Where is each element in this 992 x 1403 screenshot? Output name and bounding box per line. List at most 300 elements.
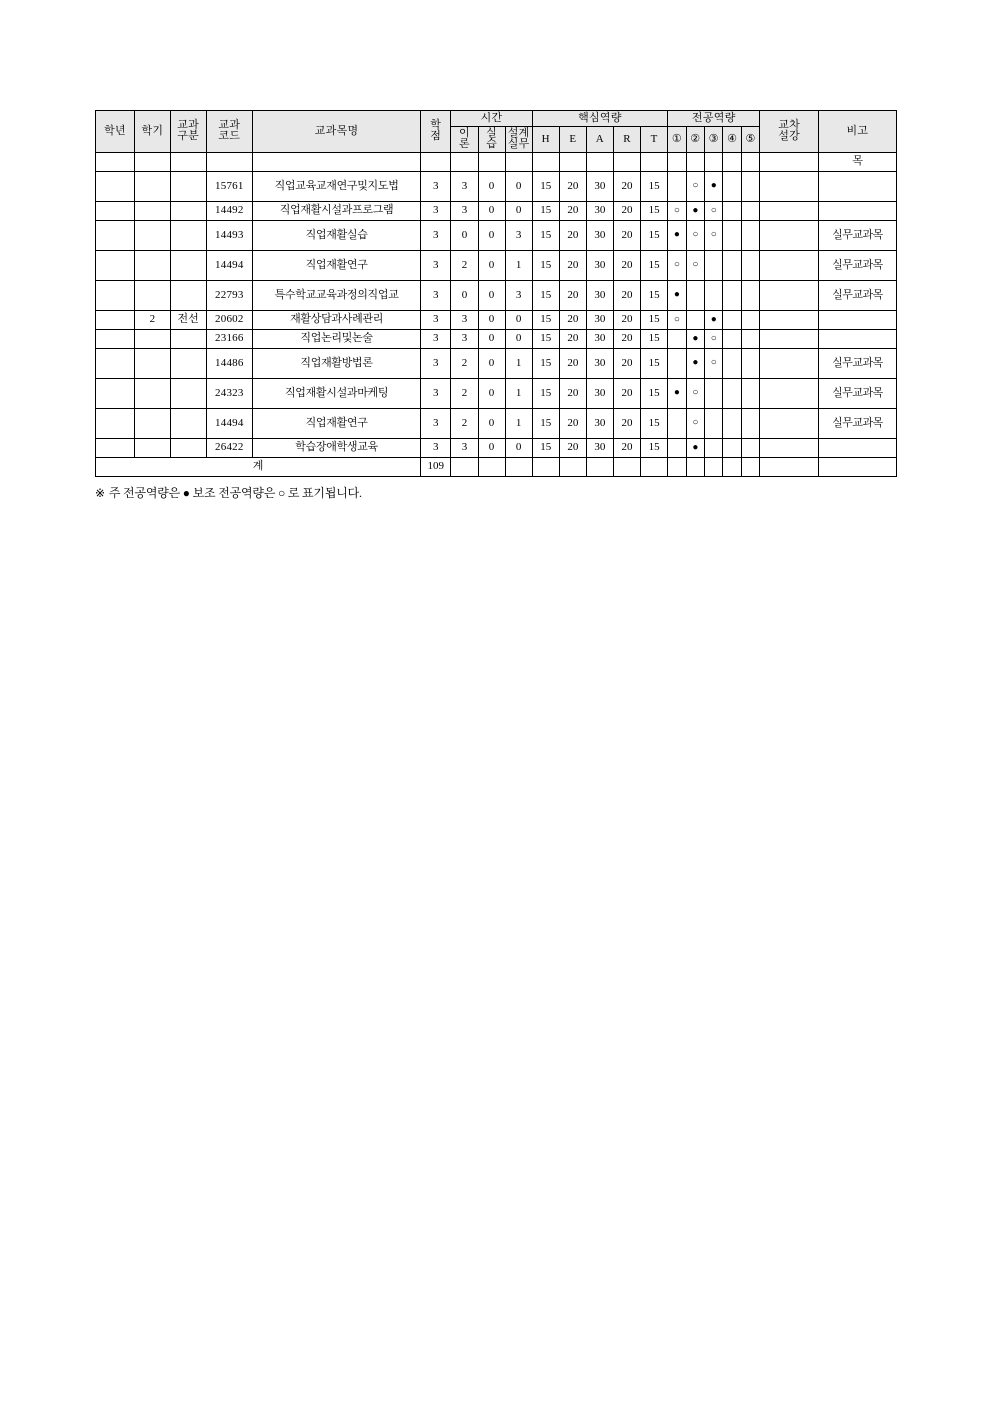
cell-core-t: 15 (641, 201, 668, 220)
cell-core-t: 15 (641, 310, 668, 329)
cell-core-t: 15 (641, 171, 668, 201)
cell-subject-name: 직업재활시설과프로그램 (253, 201, 421, 220)
cell-major-5 (741, 201, 759, 220)
cell-practice: 0 (478, 201, 505, 220)
cell-major-3: ● (705, 310, 723, 329)
cell-major-5 (741, 280, 759, 310)
cell-core-r: 20 (613, 408, 640, 438)
cell-theory: 2 (451, 378, 478, 408)
cell-division (170, 250, 206, 280)
cell-cross-offering (760, 250, 819, 280)
cell-division (170, 152, 206, 171)
cell-core-h: 15 (532, 378, 559, 408)
cell-core-h: 15 (532, 310, 559, 329)
cell-major-2: ○ (686, 171, 704, 201)
header-cross-line1: 교차 (778, 118, 801, 131)
cell-major-2 (686, 280, 704, 310)
table-row (96, 250, 897, 280)
cell-core-r: 20 (613, 378, 640, 408)
cell-design: 0 (505, 171, 532, 201)
total-label: 계 (96, 457, 421, 476)
cell-credit: 3 (421, 348, 451, 378)
cell-division (170, 201, 206, 220)
cell-theory: 3 (451, 310, 478, 329)
cell-credit: 3 (421, 250, 451, 280)
header-core-t: T (641, 126, 668, 152)
cell-major-1: ○ (668, 310, 686, 329)
cell-semester: 2 (135, 310, 171, 329)
total-blank-8 (641, 457, 668, 476)
cell-subject-name: 직업재활시설과마케팅 (253, 378, 421, 408)
table-body (96, 152, 897, 457)
cell-major-5 (741, 171, 759, 201)
cell-major-4 (723, 408, 741, 438)
total-blank-14 (760, 457, 819, 476)
cell-core-e: 20 (559, 250, 586, 280)
cell-core-a: 30 (586, 171, 613, 201)
cell-division (170, 329, 206, 348)
cell-major-1 (668, 329, 686, 348)
cell-practice: 0 (478, 310, 505, 329)
cell-major-4 (723, 250, 741, 280)
cell-credit: 3 (421, 201, 451, 220)
cell-major-4 (723, 220, 741, 250)
cell-division: 전선 (170, 310, 206, 329)
header-design-line2: 실무 (507, 138, 530, 151)
cell-major-4 (723, 280, 741, 310)
total-blank-1 (451, 457, 478, 476)
cell-code: 14494 (206, 408, 253, 438)
table-footer (96, 457, 897, 476)
header-code (206, 111, 253, 153)
header-hours-group: 시간 (451, 111, 532, 127)
table-row (96, 408, 897, 438)
table-row (96, 329, 897, 348)
cell-cross-offering (760, 201, 819, 220)
cell-code: 15761 (206, 171, 253, 201)
cell-core-h (532, 152, 559, 171)
cell-theory: 2 (451, 250, 478, 280)
cell-core-e: 20 (559, 438, 586, 457)
cell-semester (135, 201, 171, 220)
cell-major-5 (741, 220, 759, 250)
cell-code: 14494 (206, 250, 253, 280)
cell-major-3 (705, 378, 723, 408)
header-practice-line2: 습 (486, 138, 498, 151)
cell-core-a: 30 (586, 438, 613, 457)
table-row (96, 378, 897, 408)
cell-practice: 0 (478, 378, 505, 408)
table-row (96, 348, 897, 378)
header-practice-line1: 실 (486, 126, 498, 139)
total-blank-5 (559, 457, 586, 476)
cell-major-5 (741, 348, 759, 378)
cell-major-4 (723, 171, 741, 201)
cell-core-e: 20 (559, 348, 586, 378)
cell-major-3: ○ (705, 220, 723, 250)
header-design-line1: 설계 (507, 126, 530, 139)
cell-major-2 (686, 310, 704, 329)
cell-major-2: ● (686, 329, 704, 348)
cell-design: 1 (505, 408, 532, 438)
cell-credit: 3 (421, 280, 451, 310)
cell-code: 20602 (206, 310, 253, 329)
cell-core-r: 20 (613, 329, 640, 348)
cell-credit: 3 (421, 171, 451, 201)
total-blank-3 (505, 457, 532, 476)
cell-core-e: 20 (559, 408, 586, 438)
cell-remark (818, 310, 896, 329)
cell-year (96, 220, 135, 250)
total-blank-9 (668, 457, 686, 476)
cell-practice: 0 (478, 220, 505, 250)
header-year: 학년 (96, 111, 135, 153)
cell-design: 0 (505, 438, 532, 457)
cell-major-2: ○ (686, 250, 704, 280)
cell-theory: 0 (451, 220, 478, 250)
cell-major-3 (705, 438, 723, 457)
cell-major-4 (723, 329, 741, 348)
cell-practice: 0 (478, 250, 505, 280)
cell-major-1: ○ (668, 250, 686, 280)
cell-theory: 3 (451, 329, 478, 348)
cell-core-r: 20 (613, 280, 640, 310)
cell-credit: 3 (421, 220, 451, 250)
table-row (96, 280, 897, 310)
cell-major-3 (705, 408, 723, 438)
cell-year (96, 250, 135, 280)
header-major-4: ④ (723, 126, 741, 152)
cell-major-2: ● (686, 201, 704, 220)
cell-core-a: 30 (586, 348, 613, 378)
total-blank-4 (532, 457, 559, 476)
cell-major-5 (741, 408, 759, 438)
cell-core-h: 15 (532, 348, 559, 378)
header-major-3: ③ (705, 126, 723, 152)
cell-core-t: 15 (641, 220, 668, 250)
cell-credit: 3 (421, 310, 451, 329)
cell-cross-offering (760, 280, 819, 310)
cell-core-e: 20 (559, 378, 586, 408)
cell-core-t: 15 (641, 438, 668, 457)
header-credit (421, 111, 451, 153)
cell-major-3: ● (705, 171, 723, 201)
cell-core-r: 20 (613, 438, 640, 457)
header-core-group: 핵심역량 (532, 111, 668, 127)
cell-design: 3 (505, 220, 532, 250)
cell-major-2: ○ (686, 408, 704, 438)
cell-core-a: 30 (586, 250, 613, 280)
cell-semester (135, 329, 171, 348)
cell-major-3 (705, 280, 723, 310)
cell-practice: 0 (478, 171, 505, 201)
cell-semester (135, 171, 171, 201)
header-core-r: R (613, 126, 640, 152)
cell-year (96, 348, 135, 378)
cell-cross-offering (760, 348, 819, 378)
cell-division (170, 348, 206, 378)
header-cross-line2: 설강 (778, 130, 801, 143)
cell-remark: 실무교과목 (818, 220, 896, 250)
header-division-line2: 구분 (177, 130, 200, 143)
cell-year (96, 152, 135, 171)
cell-core-t: 15 (641, 378, 668, 408)
cell-design: 1 (505, 250, 532, 280)
cell-design: 1 (505, 378, 532, 408)
cell-core-r: 20 (613, 310, 640, 329)
cell-practice: 0 (478, 280, 505, 310)
cell-code: 24323 (206, 378, 253, 408)
cell-practice: 0 (478, 329, 505, 348)
cell-code: 14493 (206, 220, 253, 250)
cell-division (170, 220, 206, 250)
cell-semester (135, 408, 171, 438)
cell-core-t: 15 (641, 280, 668, 310)
cell-major-5 (741, 438, 759, 457)
header-major-2: ② (686, 126, 704, 152)
cell-major-3: ○ (705, 348, 723, 378)
cell-major-4 (723, 348, 741, 378)
header-code-line2: 코드 (218, 130, 241, 143)
cell-division (170, 408, 206, 438)
cell-remark (818, 201, 896, 220)
cell-major-3: ○ (705, 201, 723, 220)
cell-year (96, 171, 135, 201)
header-credit-line1: 학 (430, 118, 442, 131)
cell-remark: 실무교과목 (818, 280, 896, 310)
table-row (96, 201, 897, 220)
cell-core-h: 15 (532, 220, 559, 250)
cell-semester (135, 220, 171, 250)
cell-core-t: 15 (641, 250, 668, 280)
cell-core-a: 30 (586, 310, 613, 329)
cell-semester (135, 378, 171, 408)
cell-major-5 (741, 378, 759, 408)
footnote (95, 484, 897, 501)
cell-credit: 3 (421, 329, 451, 348)
cell-core-a: 30 (586, 201, 613, 220)
cell-theory (451, 152, 478, 171)
cell-major-1: ● (668, 378, 686, 408)
cell-cross-offering (760, 329, 819, 348)
cell-theory: 3 (451, 171, 478, 201)
cell-division (170, 171, 206, 201)
cell-theory: 3 (451, 201, 478, 220)
cell-year (96, 329, 135, 348)
total-blank-15 (818, 457, 896, 476)
cell-year (96, 438, 135, 457)
header-remark: 비고 (818, 111, 896, 153)
cell-design: 3 (505, 280, 532, 310)
cell-major-1 (668, 171, 686, 201)
cell-core-r (613, 152, 640, 171)
curriculum-table (95, 110, 897, 477)
cell-major-3 (705, 250, 723, 280)
cell-core-t: 15 (641, 348, 668, 378)
cell-subject-name: 직업재활실습 (253, 220, 421, 250)
cell-theory: 2 (451, 408, 478, 438)
cell-division (170, 280, 206, 310)
table-row (96, 171, 897, 201)
footnote-symbol: ※ (95, 485, 105, 500)
cell-core-a (586, 152, 613, 171)
total-blank-13 (741, 457, 759, 476)
cell-practice: 0 (478, 438, 505, 457)
cell-theory: 0 (451, 280, 478, 310)
cell-theory: 3 (451, 438, 478, 457)
cell-semester (135, 280, 171, 310)
cell-major-5 (741, 250, 759, 280)
cell-subject-name: 특수학교교육과정의직업교 (253, 280, 421, 310)
cell-cross-offering (760, 152, 819, 171)
header-theory-line1: 이 (458, 126, 470, 139)
cell-core-a: 30 (586, 220, 613, 250)
cell-cross-offering (760, 220, 819, 250)
header-design (505, 126, 532, 152)
cell-year (96, 408, 135, 438)
header-practice (478, 126, 505, 152)
cell-semester (135, 438, 171, 457)
cell-major-2: ○ (686, 378, 704, 408)
header-division-line1: 교과 (177, 118, 200, 131)
cell-major-3 (705, 152, 723, 171)
cell-subject-name: 직업재활연구 (253, 250, 421, 280)
cell-semester (135, 250, 171, 280)
cell-remark: 실무교과목 (818, 378, 896, 408)
cell-major-1 (668, 348, 686, 378)
cell-major-4 (723, 310, 741, 329)
cell-design: 0 (505, 310, 532, 329)
footnote-text: 주 전공역량은 ● 보조 전공역량은 ○ 로 표기됩니다. (108, 485, 362, 500)
cell-practice: 0 (478, 408, 505, 438)
cell-core-e: 20 (559, 201, 586, 220)
cell-major-4 (723, 201, 741, 220)
cell-major-2: ● (686, 438, 704, 457)
cell-year (96, 201, 135, 220)
cell-remark: 실무교과목 (818, 348, 896, 378)
cell-core-r: 20 (613, 220, 640, 250)
cell-remark (818, 171, 896, 201)
header-core-e: E (559, 126, 586, 152)
cell-semester (135, 152, 171, 171)
cell-subject-name: 직업논리및논술 (253, 329, 421, 348)
cell-core-e: 20 (559, 171, 586, 201)
cell-subject-name: 직업재활방법론 (253, 348, 421, 378)
cell-core-h: 15 (532, 329, 559, 348)
cell-core-e: 20 (559, 310, 586, 329)
cell-core-a: 30 (586, 408, 613, 438)
cell-year (96, 310, 135, 329)
cell-cross-offering (760, 438, 819, 457)
header-major-group: 전공역량 (668, 111, 760, 127)
total-blank-2 (478, 457, 505, 476)
cell-major-4 (723, 438, 741, 457)
cell-core-h: 15 (532, 201, 559, 220)
header-credit-line2: 점 (430, 130, 442, 143)
header-major-1: ① (668, 126, 686, 152)
cell-practice (478, 152, 505, 171)
header-semester: 학기 (135, 111, 171, 153)
cell-major-4 (723, 152, 741, 171)
table-row (96, 310, 897, 329)
cell-major-5 (741, 310, 759, 329)
table-header (96, 111, 897, 153)
table-row (96, 438, 897, 457)
cell-design (505, 152, 532, 171)
header-division (170, 111, 206, 153)
cell-major-2 (686, 152, 704, 171)
cell-core-a: 30 (586, 378, 613, 408)
header-theory-line2: 론 (458, 138, 470, 151)
cell-major-1 (668, 152, 686, 171)
cell-core-h: 15 (532, 250, 559, 280)
cell-code: 14486 (206, 348, 253, 378)
cell-major-2: ○ (686, 220, 704, 250)
cell-division (170, 378, 206, 408)
cell-core-r: 20 (613, 171, 640, 201)
cell-core-h: 15 (532, 280, 559, 310)
cell-core-h: 15 (532, 171, 559, 201)
header-cross-offering (760, 111, 819, 153)
cell-code: 14492 (206, 201, 253, 220)
cell-major-5 (741, 152, 759, 171)
total-blank-12 (723, 457, 741, 476)
cell-major-2: ● (686, 348, 704, 378)
cell-practice: 0 (478, 348, 505, 378)
cell-core-e: 20 (559, 329, 586, 348)
cell-remark (818, 329, 896, 348)
cell-subject-name: 직업재활연구 (253, 408, 421, 438)
cell-year (96, 378, 135, 408)
cell-major-1: ● (668, 280, 686, 310)
cell-core-a: 30 (586, 329, 613, 348)
total-blank-10 (686, 457, 704, 476)
cell-credit: 3 (421, 408, 451, 438)
cell-design: 0 (505, 329, 532, 348)
cell-major-5 (741, 329, 759, 348)
total-credit: 109 (421, 457, 451, 476)
cell-major-3: ○ (705, 329, 723, 348)
header-theory (451, 126, 478, 152)
header-subject-name: 교과목명 (253, 111, 421, 153)
cell-subject-name (253, 152, 421, 171)
cell-remark: 실무교과목 (818, 250, 896, 280)
cell-core-r: 20 (613, 348, 640, 378)
cell-core-t: 15 (641, 329, 668, 348)
cell-division (170, 438, 206, 457)
cell-major-1 (668, 438, 686, 457)
header-code-line1: 교과 (218, 118, 241, 131)
cell-major-1: ● (668, 220, 686, 250)
table-row (96, 152, 897, 171)
cell-cross-offering (760, 310, 819, 329)
cell-semester (135, 348, 171, 378)
cell-core-e: 20 (559, 220, 586, 250)
header-core-a: A (586, 126, 613, 152)
cell-core-a: 30 (586, 280, 613, 310)
cell-core-h: 15 (532, 408, 559, 438)
cell-credit: 3 (421, 378, 451, 408)
cell-major-4 (723, 378, 741, 408)
cell-remark: 목 (818, 152, 896, 171)
cell-core-t: 15 (641, 408, 668, 438)
cell-year (96, 280, 135, 310)
header-core-h: H (532, 126, 559, 152)
cell-cross-offering (760, 378, 819, 408)
cell-design: 0 (505, 201, 532, 220)
cell-code: 23166 (206, 329, 253, 348)
cell-core-h: 15 (532, 438, 559, 457)
